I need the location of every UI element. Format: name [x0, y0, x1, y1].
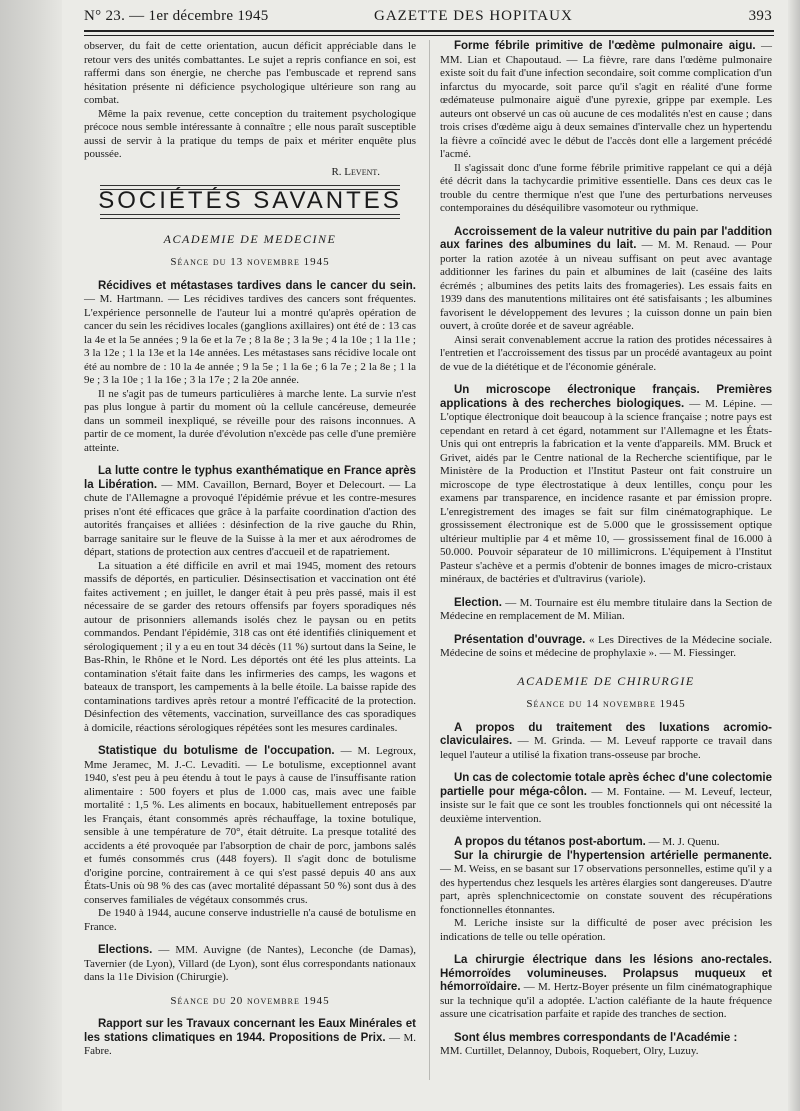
- left-column: [84, 40, 416, 1059]
- article-title: A propos du tétanos post-abortum.: [454, 836, 646, 848]
- intro-paragraph-2: Même la paix revenue, cette conception du traitement psychologique précoce nous semble intéressante à connaître ; elle nous paraît susceptible aussi de servir à la pratique du temps de paix et mériter enquête plus poussée.: [84, 107, 416, 160]
- section-rule-bottom: [100, 214, 400, 219]
- article-title: Sur la chirurgie de l'hypertension artérielle permanente.: [454, 849, 772, 862]
- article-typhus: [84, 465, 416, 560]
- article-title: Elections.: [98, 944, 153, 956]
- article-recidives: [84, 280, 416, 388]
- article-body: — M. Legroux, Mme Jeramec, M. J.-C. Levaditi. — Le botulisme, exceptionnel avant 1940, s'est peu à peu étendu à tout le pays à cause de l'insuffisante ration alimentaire : 500 foyers et plus de 1.000 cas, mais avec une faible mortalité : 1,5 %. Les aliments en bocaux, habituellement entreposés par les Français, étant consommés après réchauffage, la toxine botulique, sensible à une température de 70°, était détruite. La presque totalité des accidents a été provoquée par l'absorption de chair de porc, jambons salés et fumés consommés crus (448 foyers). Il s'agit donc de botulisme d'origine porcine, contrairement à ce qui s'est passé depuis 40 ans aux États-Unis où 98 % des cas (avec mortalité dépassant 50 %) sont dus à des conserves familiales de végétaux consommés crus.: [84, 745, 417, 906]
- article-body: — M. Fontaine. — M. Leveuf, lecteur, insiste sur le fait que ce sont les troubles fonctionnels qui ont nécessité la deuxième intervention.: [440, 785, 773, 825]
- article-botulisme: [84, 745, 416, 907]
- article-body: — M. M. Renaud. — Pour porter la ration azotée à un niveau suffisant on peut avec avantage additionner les farines du pain et albumines de lait (caséine des laits écrémés ; albumines des petits laits des fromageries). Les essais faits en 1939 dans des manutentions militaires ont été satisfaisants ; les albumines favorisent le développement des levures ; la cuisson donne un pain bien ouvert, à croûte dorée et de saveur agréable.: [440, 239, 772, 332]
- section-heading: SOCIÉTÉS SAVANTES: [98, 187, 402, 214]
- article-body: — M. Hertz-Boyer présente un film cinématographique sur la technique qu'il a adoptée. L'action caléfiante de la haute fréquence assure une cicatrisation parfaite et rapide des tranches de section.: [440, 981, 772, 1020]
- article-elections: [84, 944, 416, 985]
- article-recidives-2: Il ne s'agit pas de tumeurs particulières à marche lente. La survie n'est pas plus longue à partir du moment où la cellule cancéreuse, demeurée dans un sommeil inexpliqué, se réveille pour des raisons inconnues. A partir de ce moment, la durée d'évolution n'excède pas celle d'une première atteinte.: [84, 387, 416, 454]
- article-oedeme-2: Il s'agissait donc d'une forme fébrile primitive rappelant ce qui a déjà été décrit dans la tachycardie primitive essentielle. Dans ces deux cas le trouble du centre thermique n'est que l'une des perturbations nerveuses contemporaines du déséquilibre vasomoteur ou rythmique.: [440, 161, 772, 214]
- session-date-2: Séance du 20 novembre 1945: [170, 994, 330, 1007]
- article-body: — M. Grinda. — M. Leveuf rapporte ce travail dans lequel l'auteur a utilisé la fixation trans-osseuse par broche.: [440, 735, 772, 761]
- header-rule: [84, 30, 774, 36]
- article-election: [440, 597, 772, 624]
- article-title: Accroissement de la valeur nutritive du pain par l'addition aux farines des albumines du lait.: [440, 225, 772, 251]
- article-membres-correspondants: [440, 1032, 772, 1046]
- article-colectomie: [440, 772, 772, 826]
- page-edge-right: [788, 0, 800, 1111]
- academy-heading: ACADEMIE DE MEDECINE: [163, 231, 337, 246]
- article-luxations: [440, 722, 772, 763]
- page-number: 393: [748, 8, 772, 24]
- article-body: — M. Weiss, en se basant sur 17 observations personnelles, estime qu'il y a des hypertendus chez lesquels les artères élargies sont dangereuses. D'autre part, après splenchnicectomie on constate souvent des récupérations fonctionnelles étonnantes.: [440, 863, 772, 916]
- article-title: Election.: [454, 596, 502, 609]
- journal-title: GAZETTE DES HOPITAUX: [374, 8, 573, 24]
- article-oedeme: [440, 40, 772, 162]
- article-presentation: [440, 634, 772, 661]
- article-microscope: [440, 384, 772, 587]
- intro-paragraph-1: observer, du fait de cette orientation, aucun déficit appréciable dans le retour vers des unités combattantes. Le sujet a repris confiance en soi, est raffermi dans son énergie, ne cherche pas l'embuscade et reprend sans hésitation présente ni déficience psychologique ultérieure son rang au combat.: [84, 40, 416, 106]
- article-body: — MM. Cavaillon, Bernard, Boyer et Delecourt. — La chute de l'Allemagne a provoqué l'épidémie prévue et les contre-mesures prises n'ont été efficaces que grâce à la parfaite coordination d'action des autorités françaises et alliées : désinfection de la rive gauche du Rhin, barrage sanitaire sur le fleuve de la Suisse à la mer et aux aérodromes de départ, stations de protection aux centres d'accueil et de rapatriement.: [84, 478, 416, 558]
- article-title: La chirurgie électrique dans les lésions ano-rectales. Hémorroïdes volumineuses. Prolapsus muqueux et hémorroïdaire.: [440, 954, 772, 993]
- article-botulisme-2: De 1940 à 1944, aucune conserve industrielle n'a causé de botulisme en France.: [84, 907, 416, 933]
- session-date: Séance du 13 novembre 1945: [170, 256, 330, 268]
- article-body: — M. Fabre.: [84, 1031, 417, 1057]
- article-body: « Les Directives de la Médecine sociale. Médecine de soins et médecine de prophylaxie ». — M. Fiessinger.: [440, 633, 773, 659]
- article-title: Récidives et métastases tardives dans le cancer du sein.: [98, 279, 416, 292]
- running-header: [84, 4, 774, 30]
- article-tetanos: [440, 836, 772, 850]
- article-title: Forme fébrile primitive de l'œdème pulmonaire aigu.: [454, 40, 756, 52]
- article-title: A propos du traitement des luxations acromio-claviculaires.: [440, 721, 772, 747]
- article-body: — M. J. Quenu.: [648, 836, 720, 848]
- article-typhus-2: La situation a été difficile en avril et mai 1945, moment des retours massifs de déportés, en particulier. Désinsectisation et vaccination ont été faites activement ; en juillet, le danger était à peu près passé, mais il est nécessaire de se garder des retours offensifs par foyers sporadiques nés autour de prisonniers allemands isolés chez le paysan ou en petits commandos. Pendant l'épidémie, 318 cas ont été identifiés cliniquement et sérologiquement ; il y a eu en tout 34 décès (11 %) surtout dans la Seine, le Bas-Rhin, le Rhône et le Nord. Les déportés ont été les plus atteints. La contamination s'était faite dans les infirmeries des camps, les wagons et bateaux de transport, les campements à la belle étoile. La baisse rapide des contaminations tardives après retour a montré l'efficacité de la protection. Désinfection des vêtements, vaccination, surveillance des cas sporadiques à domicile, réactions sérologiques répétées sont les mesures cardinales.: [84, 559, 416, 734]
- members-list: MM. Curtillet, Delannoy, Dubois, Roquebert, Olry, Luzuy.: [440, 1045, 699, 1057]
- article-title: Présentation d'ouvrage.: [454, 633, 586, 646]
- page-edge-left: [0, 0, 62, 1111]
- session-date-chirurgie: Séance du 14 novembre 1945: [526, 698, 686, 710]
- academy-heading-chirurgie: ACADEMIE DE CHIRURGIE: [517, 673, 695, 688]
- article-title: Statistique du botulisme de l'occupation.: [98, 745, 335, 757]
- article-title: La lutte contre le typhus exanthématique en France après la Libération.: [84, 465, 416, 491]
- article-title: Sont élus membres correspondants de l'Académie :: [454, 1031, 738, 1044]
- issue-number: N° 23. — 1er décembre 1945: [84, 8, 269, 24]
- article-body: — MM. Lian et Chapoutaud. — La fièvre, rare dans l'œdème pulmonaire existe soit du fait d'une infection secondaire, soit comme complication d'un infarctus du myocarde, soit parce qu'il s'agit en réalité d'une forme œdémateuse pulmonaire aiguë d'une pyrexie, grippe par exemple. Les auteurs ont observé un cas où aucune de ces modalités n'est en cause ; dans trois crises d'œdème aigu à deux semaines d'intervalle chez un hypertendu la fièvre a coïncidé avec le début de l'accès dont elle a largement précédé l'acmé.: [440, 40, 773, 160]
- article-title: Un cas de colectomie totale après échec d'une colectomie partielle pour méga-côlon.: [440, 772, 772, 798]
- article-hypertension-2: M. Leriche insiste sur la difficulté de poser avec précision les indications de telle ou telle opération.: [440, 917, 772, 943]
- article-pain-2: Ainsi serait convenablement accrue la ration des protides nécessaires à l'entretien et l'accroissement des tissus par un procédé avantageux au point de vue de la diététique et de l'économie générale.: [440, 333, 772, 373]
- article-title: Un microscope électronique français. Premières applications à des recherches biologiques.: [440, 384, 772, 410]
- column-separator: [429, 40, 430, 1080]
- article-chirurgie-electrique: [440, 954, 772, 1022]
- right-column: [440, 40, 772, 1059]
- article-body: — M. Tournaire est élu membre titulaire dans la Section de Médecine en remplacement de M. Milian.: [440, 596, 772, 622]
- article-body: — M. Lépine. — L'optique électronique doit beaucoup à la science française ; notre pays est cependant en retard à cet égard, notamment sur l'Allemagne et les États-Unis qui ont entrepris la fabrication et la vente d'appareils. MM. Bruck et Grivet, aidés par le Centre national de la Recherche scientifique, par le Ministère de la Production et l'Institut Pasteur ont fait construire un microscope de type électrostatique à deux lentilles, conçu pour les examens par transparence, en incidence rasante et par émission propre. L'enregistrement des images se fait sur film cinématographique. Le grossissement électronique est de 5.000 que le grossissement optique ultérieur multiplie par 4 et même 10, — grossissement final de 16.000 à 50.000. Pouvoir séparateur de 10 millimicrons. L'équipement à l'Institut Pasteur s'achève et a permis d'obtenir de bonnes images de micro-cristaux minéraux, de bactéries et d'ultravirus (variole).: [440, 397, 773, 585]
- intro-signature: R. Levent.: [331, 165, 380, 178]
- article-body: — MM. Auvigne (de Nantes), Leconche (de Damas), Tavernier (de Lyon), Villard (de Lyon), sont élus correspondants nationaux dans la 11e Division (Chirurgie).: [84, 944, 417, 983]
- article-hypertension: [440, 850, 772, 918]
- article-title: Rapport sur les Travaux concernant les Eaux Minérales et les stations climatiques en 1944. Propositions de Prix.: [84, 1018, 416, 1044]
- article-eaux-minerales: [84, 1018, 416, 1059]
- article-body: — M. Hartmann. — Les récidives tardives des cancers sont fréquentes. L'expérience personnelle de l'auteur lui a montré qu'après opération de cancer du sein les récidives locales (ganglions axillaires) ont été de : 13 cas la 4e et la 5e années ; 9 la 6e et la 7e ; 8 la 8e ; 3 la 9e ; 4 la 10e ; 1 la 11e ; 3 la 12e ; 1 la 13e et la 14e années. Les métastases sans récidive locale ont été au nombre de : 10 la 4e année ; 9 la 5e ; 1 la 6e ; 6 la 7e ; 2 la 8e ; 1 la 9e ; 3 la 10e ; 1 la 16e ; 3 la 17e ; 2 la 20e année.: [84, 293, 416, 386]
- article-pain: [440, 226, 772, 334]
